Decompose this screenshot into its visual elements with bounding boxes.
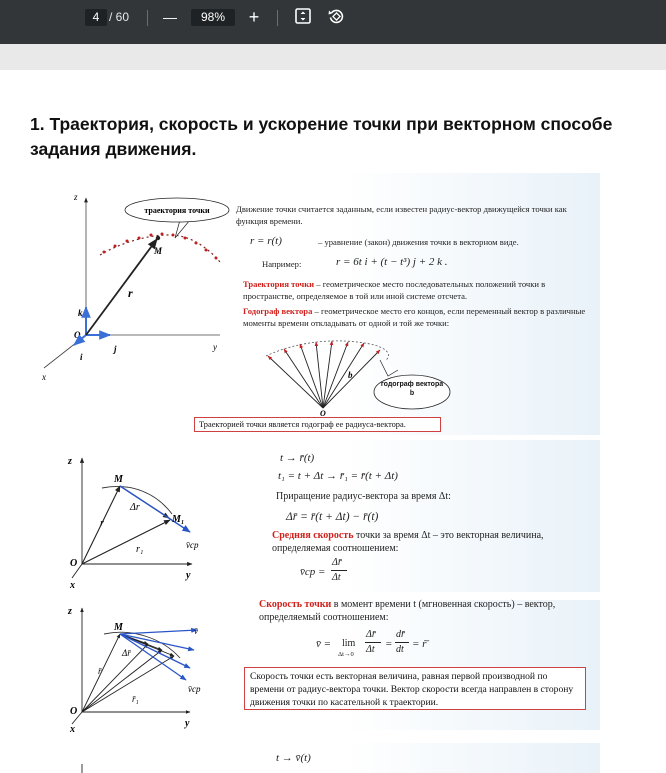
page-number-input[interactable]: 4 <box>85 9 107 26</box>
hodograph-callout-text: годограф вектора b <box>380 381 444 397</box>
equation-instant-velocity <box>316 628 446 662</box>
page-title: 1. Траектория, скорость и ускорение точки при векторном способе задания движения. <box>30 114 613 159</box>
hodograph-definition-text: – геометрическое место его концов, если переменный вектор в различные моменты времени откладывать от одной и той же точки: <box>243 306 586 328</box>
intro-text: Движение точки считается заданным, если известен радиус-вектор движущейся точки как функция времени. <box>236 204 567 226</box>
pdf-page <box>0 70 666 773</box>
rotate-button[interactable] <box>326 7 346 27</box>
average-velocity-term: Средняя скорость <box>272 530 354 541</box>
trajectory-term: Траектория точки <box>243 279 315 289</box>
fit-page-button[interactable] <box>293 7 313 27</box>
hodograph-callout-tail <box>380 360 398 376</box>
example-equation: r = 6t i + (t − t³) j + 2 k . <box>336 256 448 268</box>
equation-increment: Δr̄ = r̄(t + Δt) − r̄(t) <box>286 511 379 523</box>
avg-eq-fraction-bar <box>331 570 347 571</box>
hodograph-definition <box>243 306 591 329</box>
axis-x-label: x <box>70 724 75 732</box>
unit-i-label: i <box>80 352 83 362</box>
example-label: Например: <box>262 259 302 269</box>
radius-label: r̄ <box>98 666 102 676</box>
average-velocity-definition <box>272 529 572 555</box>
axis-x-label: x <box>42 372 46 382</box>
trajectory-figure <box>30 180 230 385</box>
callout-text: траектория точки <box>144 206 210 215</box>
zoom-out-button[interactable]: — <box>163 9 177 25</box>
point-m-label: M <box>114 622 123 633</box>
instant-velocity-definition <box>259 598 589 624</box>
equation-velocity-function: t → v̄(t) <box>276 752 311 764</box>
radius-vectors <box>82 634 174 712</box>
radius-vector-label: r <box>128 286 133 300</box>
instant-velocity-figure <box>62 604 227 732</box>
hodograph-curve <box>266 341 389 360</box>
increment-text: Приращение радиус-вектора за время Δt: <box>276 491 451 502</box>
vector-vcp-label: v̄ср <box>186 540 199 550</box>
law-text: – уравнение (закон) движения точки в векторном виде. <box>318 237 519 247</box>
vel-eq-n1: Δr̄ <box>366 629 376 640</box>
velocity-vectors <box>120 630 197 680</box>
average-velocity-figure <box>62 452 222 592</box>
delta-r-label: Δr̄ <box>122 648 131 658</box>
fit-page-icon <box>294 7 312 25</box>
equation-position: t → r̄(t) <box>280 452 315 464</box>
toolbar-divider <box>147 10 148 26</box>
vel-eq-lim-sub: Δt→0 <box>338 651 354 658</box>
vector-r-label: r <box>100 518 104 529</box>
trajectory-definition-text: – геометрическое место последовательных положений точки в пространстве, определяемое в той или иной системе отсчета. <box>243 279 546 301</box>
vel-eq-lim: lim <box>342 638 356 649</box>
axis-y-label: y <box>185 718 190 729</box>
vel-eq-d1: Δt <box>366 644 375 655</box>
acceleration-figure <box>62 756 122 773</box>
rotate-icon <box>327 7 345 25</box>
point-m-dot <box>156 236 160 240</box>
viewer-gutter <box>0 44 666 70</box>
toolbar-divider <box>277 10 278 26</box>
law-equation: r = r(t) <box>250 235 282 247</box>
hodograph-vector-label: b <box>348 370 353 380</box>
vector-dr-label: Δr <box>130 502 140 513</box>
axis-z-label: z <box>68 456 72 467</box>
velocity-label: v̄ <box>194 626 198 636</box>
avg-eq-lhs: v̄ср = <box>300 566 326 578</box>
vel-eq-bar1 <box>365 642 381 643</box>
zoom-in-button[interactable]: + <box>248 7 260 27</box>
equation-average-velocity <box>300 556 360 590</box>
avg-velocity-label: v̄ср <box>188 684 201 694</box>
axis-z-label: z <box>68 606 72 617</box>
vel-eq-eq: = <box>385 638 393 650</box>
instant-velocity-term: Скорость точки <box>259 599 332 610</box>
average-velocity-text: точки за время Δt – это векторная величина, определяемая соотношением: <box>272 530 544 554</box>
callout-tail <box>175 220 190 238</box>
hodograph-term: Годограф вектора <box>243 306 313 316</box>
hodograph-figure <box>260 338 470 416</box>
avg-eq-numerator: Δr̄ <box>332 557 342 568</box>
hodograph-origin-label: O <box>320 409 326 416</box>
axis-x-label: x <box>70 580 75 591</box>
hodograph-vectors <box>268 341 380 408</box>
point-m-label: M <box>154 246 163 256</box>
page-total: / 60 <box>109 10 130 24</box>
point-m1-label: M₁ <box>172 514 185 525</box>
vel-eq-lhs: v̄ = <box>316 638 332 650</box>
origin-label: O <box>74 330 81 340</box>
vel-eq-end: = ṙ̄ <box>412 638 427 650</box>
point-m-label: M <box>114 474 123 485</box>
radius-r1-label: r̄₁ <box>132 694 139 704</box>
trajectory-definition <box>243 279 591 302</box>
vel-eq-n2: dr̄ <box>396 629 405 640</box>
equation-position-t1: t₁ = t + Δt → r̄₁ = r̄(t + Δt) <box>278 470 398 482</box>
instant-velocity-text: в момент времени t (мгновенная скорость) – вектор, определяемый соотношением: <box>259 599 556 623</box>
axis-z-label: z <box>74 192 78 202</box>
vel-eq-bar2 <box>395 642 409 643</box>
axis-y-label: y <box>186 570 191 581</box>
unit-j-label: j <box>114 344 117 354</box>
avg-eq-denominator: Δt <box>332 572 341 583</box>
zoom-level-input[interactable]: 98% <box>191 9 235 26</box>
vector-r1-label: r₁ <box>136 544 144 555</box>
origin-label: O <box>70 706 78 717</box>
origin-label: O <box>70 558 78 569</box>
radius-vector-r1 <box>82 520 170 564</box>
axis-y-label: y <box>213 342 217 352</box>
conclusion-box: Траекторией точки является годограф ее радиуса-вектора. <box>194 417 441 432</box>
vel-eq-d2: dt <box>396 644 404 655</box>
radius-vector <box>86 239 157 335</box>
velocity-note-box: Скорость точки есть векторная величина, равная первой производной по времени от радиус-вектора точки. Вектор скорости всегда направлен в сторону движения точки по касательной к траектории. <box>244 667 586 710</box>
pdf-toolbar <box>0 0 666 44</box>
unit-k-label: k <box>78 308 83 318</box>
